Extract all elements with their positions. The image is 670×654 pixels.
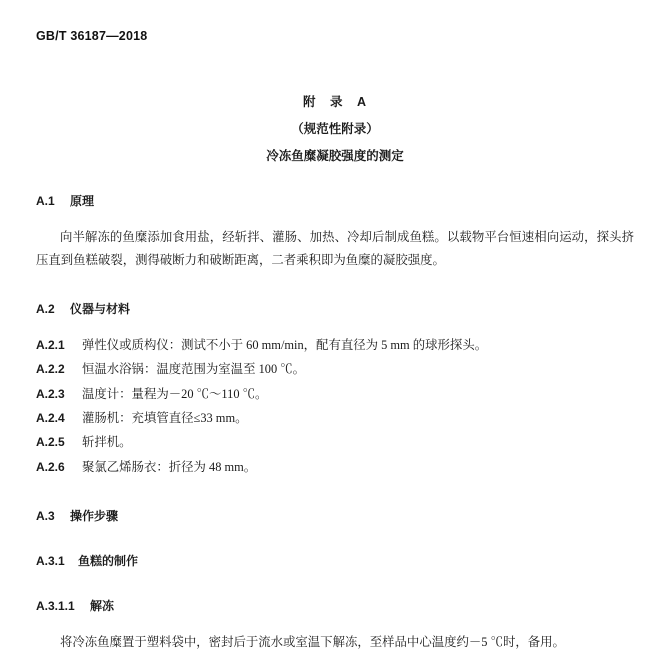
clause-heading-a31 [36,552,634,569]
annex-title-block [36,92,634,164]
clause-number-a31: A.3.1 [36,554,65,569]
item-text: 聚氯乙烯肠衣：折径为 48 mm。 [82,459,257,474]
item-text: 灌肠机：充填管直径≤33 mm。 [82,411,248,426]
item-number: A.2.2 [36,362,65,377]
annex-label: 附 录 A [302,95,368,109]
clause-heading-a3 [36,507,634,524]
list-item [36,430,634,454]
item-number: A.2.3 [36,386,65,401]
item-number: A.2.1 [36,337,65,352]
standard-number-header: GB/T 36187—2018 [36,29,148,43]
clause-title-a1: 原理 [70,194,95,208]
item-number: A.2.4 [36,411,65,426]
clause-title-a311: 解冻 [90,599,115,614]
clause-number-a2: A.2 [36,301,55,316]
list-item [36,406,634,430]
clause-number-a1: A.1 [36,194,55,208]
clause-a311-paragraph: 将冷冻鱼糜置于塑料袋中，密封后于流水或室温下解冻，至样品中心温度约－5 ℃时，备用。 [60,635,565,650]
item-text: 恒温水浴锅：温度范围为室温至 100 ℃。 [82,362,306,377]
clause-title-a2: 仪器与材料 [70,301,131,316]
item-text: 斩拌机。 [82,435,132,450]
item-text: 弹性仪或质构仪：测试不小于 60 mm/min，配有直径为 5 mm 的球形探头。 [82,337,488,352]
annex-kind: （规范性附录） [291,122,379,136]
clause-heading-a311 [36,597,634,614]
list-item [36,382,634,406]
clause-title-a3: 操作步骤 [70,509,119,524]
clause-number-a3: A.3 [36,509,55,524]
list-item [36,333,634,357]
clause-title-a31: 鱼糕的制作 [78,554,139,569]
list-item [36,357,634,381]
clause-number-a311: A.3.1.1 [36,599,75,614]
document-content [36,92,634,654]
clause-a1-paragraph: 向半解冻的鱼糜添加食用盐，经斩拌、灌肠、加热、冷却后制成鱼糕。以载物平台恒速相向运动，探头挤压直到鱼糕破裂，测得破断力和破断距离，二者乘积即为鱼糜的凝胶强度。 [36,230,634,267]
item-number: A.2.6 [36,459,65,474]
item-text: 温度计：量程为－20 ℃～110 ℃。 [82,386,268,401]
clause-a2-item-list [36,333,634,479]
annex-title: 冷冻鱼糜凝胶强度的测定 [266,149,404,163]
item-number: A.2.5 [36,435,65,450]
list-item [36,455,634,479]
clause-heading-a2 [36,300,634,317]
clause-heading-a1 [36,192,634,209]
